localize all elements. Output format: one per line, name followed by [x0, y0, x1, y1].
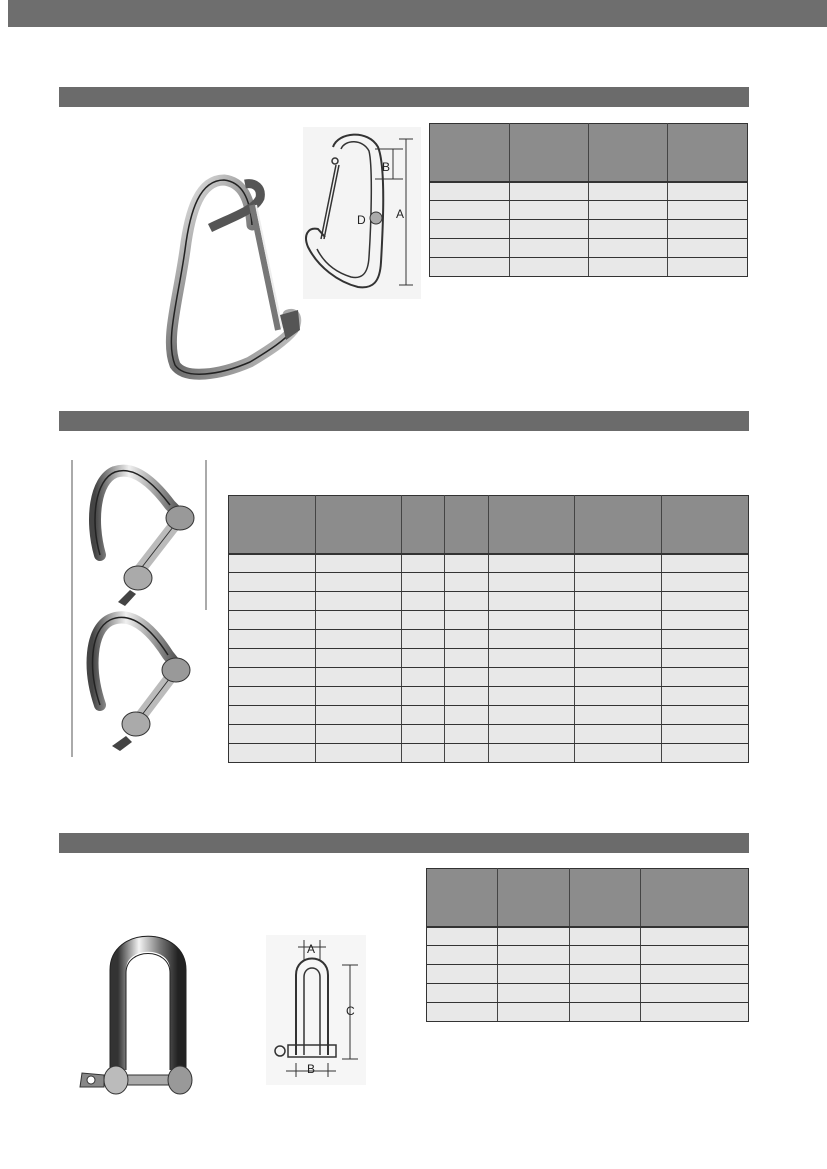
table-row: [229, 706, 749, 725]
header-cell: [402, 496, 445, 554]
header-cell: [510, 124, 589, 182]
table-row: [430, 182, 748, 201]
d-shackle-photo: [70, 460, 208, 757]
header-cell: [430, 124, 510, 182]
table-row: [229, 668, 749, 687]
diagram-label-d: D: [357, 213, 366, 227]
table-row: [427, 965, 749, 984]
table-row: [427, 946, 749, 965]
header-cell: [668, 124, 748, 182]
table-row: [427, 927, 749, 946]
section-bar-snap-hook: [59, 87, 749, 107]
table-header-row: [427, 869, 749, 927]
header-cell: [489, 496, 575, 554]
header-cell: [445, 496, 489, 554]
section-bar-long-d-shackle: [59, 833, 749, 853]
header-cell: [229, 496, 316, 554]
header-cell: [589, 124, 668, 182]
long-d-shackle-spec-table: [426, 868, 749, 1022]
table-row: [430, 220, 748, 239]
table-row: [229, 630, 749, 649]
header-cell: [641, 869, 749, 927]
table-row: [229, 744, 749, 763]
long-d-shackle-diagram: [266, 935, 366, 1085]
table-row: [427, 984, 749, 1003]
table-header-row: [229, 496, 749, 554]
long-d-shackle-photo: [78, 925, 213, 1105]
snap-hook-diagram: [303, 127, 421, 299]
diagram-label-a: A: [307, 942, 316, 956]
table-row: [430, 239, 748, 258]
diagram-label-b: B: [307, 1062, 316, 1076]
table-row: [229, 725, 749, 744]
table-row: [430, 201, 748, 220]
table-row: [229, 573, 749, 592]
table-row: [430, 258, 748, 277]
table-header-row: [430, 124, 748, 182]
header-cell: [662, 496, 749, 554]
table-row: [229, 592, 749, 611]
table-row: [229, 611, 749, 630]
header-cell: [316, 496, 402, 554]
header-cell: [575, 496, 662, 554]
table-row: [427, 1003, 749, 1022]
table-row: [229, 687, 749, 706]
header-cell: [570, 869, 641, 927]
d-shackle-spec-table: [228, 495, 749, 763]
snap-hook-photo: [160, 170, 310, 385]
diagram-label-c: C: [346, 1004, 355, 1018]
table-row: [229, 554, 749, 573]
section-bar-d-shackle: [59, 411, 749, 431]
header-cell: [498, 869, 570, 927]
table-row: [229, 649, 749, 668]
snap-hook-spec-table: [429, 123, 748, 277]
diagram-label-b: B: [382, 160, 391, 174]
header-cell: [427, 869, 498, 927]
diagram-label-a: A: [396, 207, 405, 221]
top-header-bar: [8, 0, 827, 27]
